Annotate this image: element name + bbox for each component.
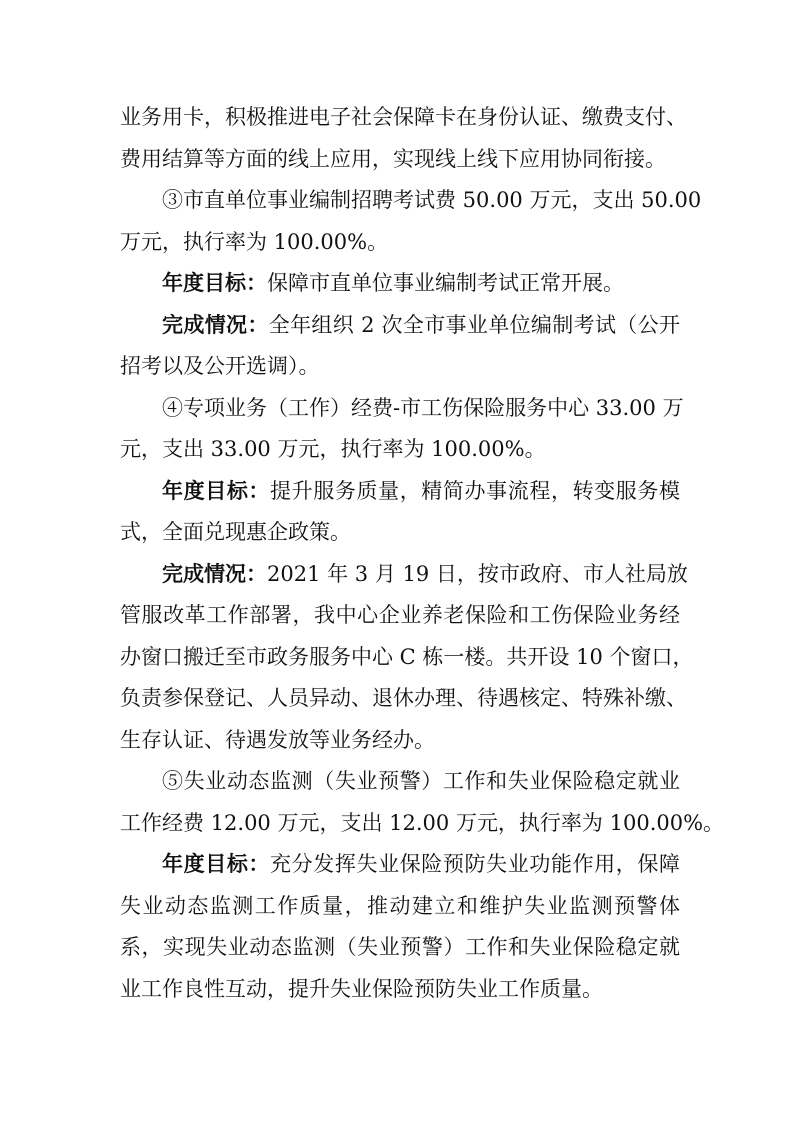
text-line: 元，支出 33.00 万元，执行率为 100.00%。 — [120, 437, 546, 461]
completion-label: 完成情况： — [162, 561, 267, 586]
completion-line: 完成情况：2021 年 3 月 19 日，按市政府、市人社局放 — [162, 561, 688, 586]
text-line: 负责参保登记、人员异动、退休办理、待遇核定、特殊补缴、 — [120, 686, 687, 710]
text-line: 式，全面兑现惠企政策。 — [120, 520, 351, 544]
paragraph-heading-4: ④专项业务（工作）经费-市工伤保险服务中心 33.00 万 — [162, 395, 684, 420]
text-line: 业务用卡，积极推进电子社会保障卡在身份认证、缴费支付、 — [120, 105, 687, 129]
completion-line: 完成情况：全年组织 2 次全市事业单位编制考试（公开 — [162, 312, 681, 337]
paragraph-heading-3: ③市直单位事业编制招聘考试费 50.00 万元，支出 50.00 — [162, 188, 702, 212]
paragraph-heading-5: ⑤失业动态监测（失业预警）工作和失业保险稳定就业 — [162, 769, 680, 793]
document-body — [120, 97, 725, 1010]
annual-target-label: 年度目标： — [162, 478, 271, 503]
annual-target-line: 年度目标：提升服务质量，精简办事流程，转变服务模 — [162, 478, 681, 503]
annual-target-line: 年度目标：保障市直单位事业编制考试正常开展。 — [162, 271, 624, 295]
text-line: 失业动态监测工作质量，推动建立和维护失业监测预警体 — [120, 893, 680, 918]
text-line: 管服改革工作部署，我中心企业养老保险和工伤保险业务经 — [120, 603, 680, 627]
annual-target-line: 年度目标：充分发挥失业保险预防失业功能作用，保障 — [162, 852, 681, 876]
text-line: 生存认证、待遇发放等业务经办。 — [120, 727, 435, 752]
text-line: 招考以及公开选调）。 — [120, 354, 320, 378]
annual-target-label: 年度目标： — [162, 271, 267, 295]
text-line: 费用结算等方面的线上应用，实现线上线下应用协同衔接。 — [120, 146, 666, 171]
text-line: 业工作良性互动，提升失业保险预防失业工作质量。 — [120, 976, 603, 1001]
text-line: 系，实现失业动态监测（失业预警）工作和失业保险稳定就 — [120, 935, 680, 959]
text-line: 万元，执行率为 100.00%。 — [120, 229, 389, 254]
text-line: 办窗口搬迁至市政务服务中心 C 栋一楼。共开设 10 个窗口， — [120, 644, 694, 669]
text-line: 工作经费 12.00 万元，支出 12.00 万元，执行率为 100.00%。 — [120, 810, 725, 835]
completion-label: 完成情况： — [162, 312, 269, 337]
annual-target-label: 年度目标： — [162, 852, 271, 876]
